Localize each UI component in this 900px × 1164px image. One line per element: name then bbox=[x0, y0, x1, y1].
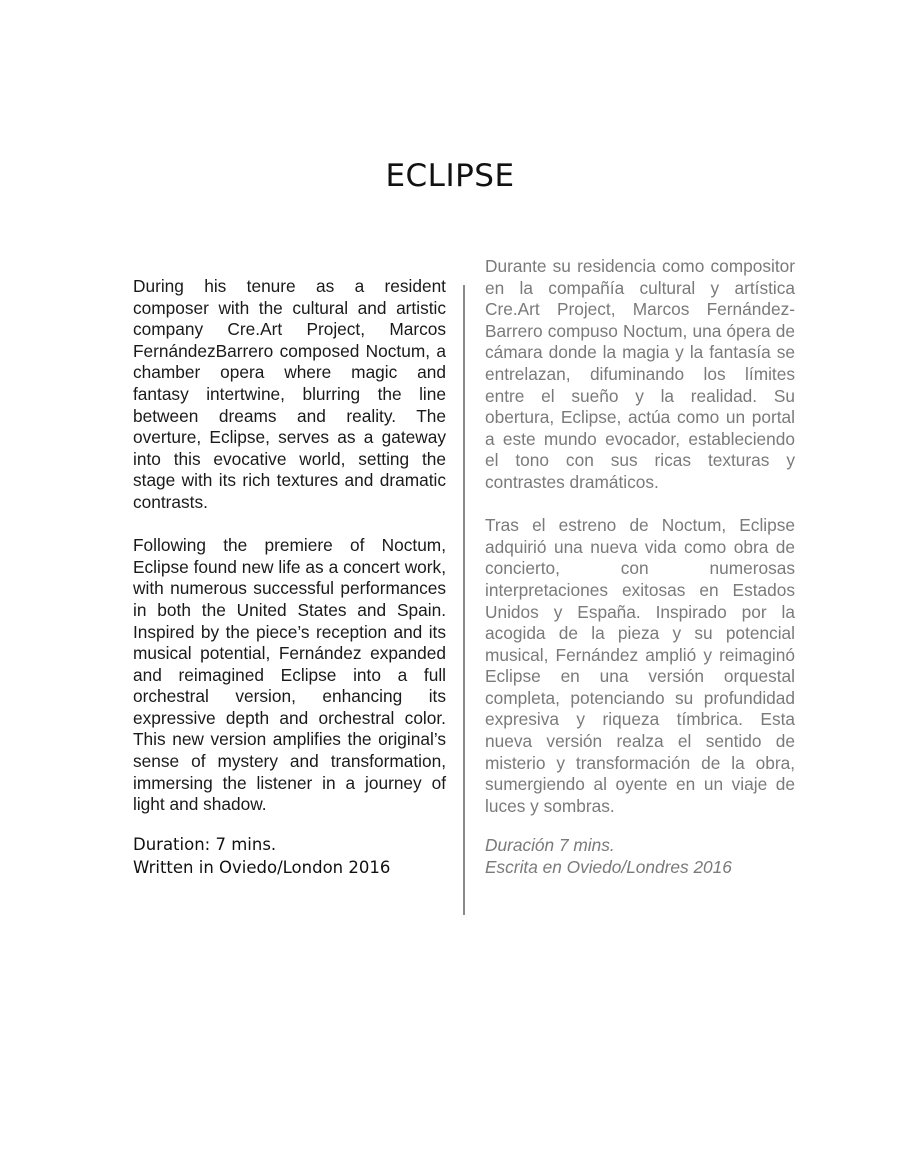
column-divider bbox=[463, 285, 465, 915]
english-column bbox=[133, 276, 446, 879]
spanish-metadata bbox=[485, 835, 795, 878]
english-paragraph-1: During his tenure as a resident composer with the cultural and artistic company Cre.Art Project, Marcos FernándezBarrero composed Noctum, a chamber opera where magic and fantasy intertwine, blurring the line between dreams and reality. The overture, Eclipse, serves as a gateway into this evocative world, setting the stage with its rich textures and dramatic contrasts. bbox=[133, 276, 446, 512]
english-metadata bbox=[133, 833, 446, 879]
english-written: Written in Oviedo/London 2016 bbox=[133, 857, 391, 877]
spanish-written: Escrita en Oviedo/Londres 2016 bbox=[485, 857, 732, 878]
english-duration: Duration: 7 mins. bbox=[133, 834, 277, 854]
spanish-paragraph-1: Durante su residencia como compositor en la compañía cultural y artística Cre.Art Project, Marcos Fernández-Barrero compuso Noctum, una ópera de cámara donde la magia y la fantasía se entrelazan, difuminando los límites entre el sueño y la realidad. Su obertura, Eclipse, actúa como un portal a este mundo evocador, estableciendo el tono con sus ricas texturas y contrastes dramáticos. bbox=[485, 256, 795, 492]
english-paragraph-2: Following the premiere of Noctum, Eclipse found new life as a concert work, with numerous successful performances in both the United States and Spain. Inspired by the piece’s reception and its musical potential, Fernández expanded and reimagined Eclipse into a full orchestral version, enhancing its expressive depth and orchestral color. This new version amplifies the original’s sense of mystery and transformation, immersing the listener in a journey of light and shadow. bbox=[133, 535, 446, 815]
spanish-duration: Duración 7 mins. bbox=[485, 835, 615, 856]
page-title: ECLIPSE bbox=[385, 158, 515, 194]
spanish-column bbox=[485, 256, 795, 879]
spanish-paragraph-2: Tras el estreno de Noctum, Eclipse adquirió una nueva vida como obra de concierto, con numerosas interpretaciones exitosas en Estados Unidos y España. Inspirado por la acogida de la pieza y su potencial musical, Fernández amplió y reimaginó Eclipse en una versión orquestal completa, potenciando su profundidad expresiva y riqueza tímbrica. Esta nueva versión realza el sentido de misterio y transformación de la obra, sumergiendo al oyente en un viaje de luces y sombras. bbox=[485, 515, 795, 816]
